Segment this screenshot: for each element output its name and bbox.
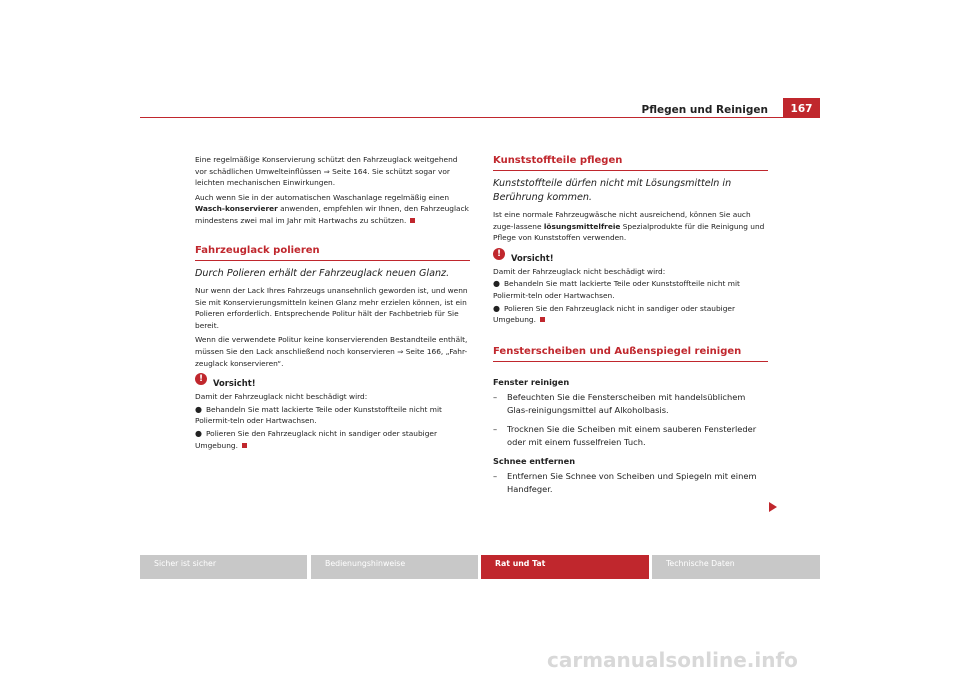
section-title-windows: Fensterscheiben und Außenspiegel reinigen: [493, 345, 768, 362]
footer-tab-advice[interactable]: Rat und Tat: [481, 555, 649, 579]
bullet-icon: ●: [493, 279, 500, 289]
subheading-snow: Schnee entfernen: [493, 455, 576, 466]
warning-intro: Damit der Fahrzeuglack nicht beschädigt wird:: [493, 266, 666, 276]
header-title: Pflegen und Reinigen: [641, 104, 768, 116]
warning-title: Vorsicht!: [511, 252, 554, 263]
end-mark-icon: [540, 317, 545, 322]
warning-bullet: ● Behandeln Sie matt lackierte Teile oder Kunststoffteile nicht mit Poliermit-teln oder Hartwachsen.: [493, 279, 740, 300]
left-para-3: Nur wenn der Lack Ihres Fahrzeugs unansehnlich geworden ist, und wenn Sie mit Konservierungsmitteln keinen Glanz mehr erzielen können, ist ein Polieren erforderlich. Entsprechende Politur hält der Fachbetrieb für Sie bereit.: [195, 286, 468, 330]
warning-title: Vorsicht!: [213, 378, 256, 389]
section-title-polish: Fahrzeuglack polieren: [195, 244, 470, 261]
warning-bullet: ● Polieren Sie den Fahrzeuglack nicht in sandiger oder staubiger Umgebung.: [493, 303, 736, 325]
step-item: – Befeuchten Sie die Fensterscheiben mit handelsüblichem Glas-reinigungsmittel auf Alkoholbasis.: [493, 391, 746, 415]
footer-tab-safety[interactable]: Sicher ist sicher: [140, 555, 307, 579]
section-subtitle-polish: Durch Polieren erhält der Fahrzeuglack neuen Glanz.: [195, 267, 450, 279]
bullet-icon: ●: [195, 404, 202, 414]
step-item: – Trocknen Sie die Scheiben mit einem sauberen Fensterleder oder mit einem fusselfreien Tuch.: [493, 423, 757, 447]
bullet-icon: ●: [195, 429, 202, 438]
left-para-1: Eine regelmäßige Konservierung schützt den Fahrzeuglack weitgehend vor schädlichen Umwelteinflüssen ⇒ Seite 164. Sie schützt sogar vor leichten mechanischen Einwirkungen.: [195, 155, 458, 188]
footer-tab-operation[interactable]: Bedienungshinweise: [311, 555, 478, 579]
step-item: – Entfernen Sie Schnee von Scheiben und Spiegeln mit einem Handfeger.: [493, 470, 757, 494]
warning-bullet: ● Polieren Sie den Fahrzeuglack nicht in sandiger oder staubiger Umgebung.: [195, 429, 438, 450]
header-rule: [140, 117, 820, 118]
warning-icon: !: [195, 373, 207, 385]
next-page-arrow-icon: [769, 502, 777, 512]
footer-tab-technical[interactable]: Technische Daten: [652, 555, 820, 579]
warning-heading: [493, 248, 768, 264]
warning-intro: Damit der Fahrzeuglack nicht beschädigt wird:: [195, 392, 368, 402]
section-subtitle-plastic: Kunststoffteile dürfen nicht mit Lösungsmitteln in Berührung kommen.: [493, 178, 732, 203]
left-para-4: Wenn die verwendete Politur keine konservierenden Bestandteile enthält, müssen Sie den Lack anschließend noch konservieren ⇒ Seite 166, „Fahr-zeuglack konservieren“.: [195, 335, 468, 368]
end-mark-icon: [242, 443, 247, 448]
warning-bullet: ● Behandeln Sie matt lackierte Teile oder Kunststoffteile nicht mit Poliermit-teln oder Hartwachsen.: [195, 404, 442, 426]
end-mark-icon: [410, 218, 415, 223]
warning-heading: [195, 374, 470, 389]
section-title-plastic: Kunststoffteile pflegen: [493, 154, 768, 171]
right-column: [493, 154, 768, 502]
left-column: [195, 154, 470, 454]
left-para-2: Auch wenn Sie in der automatischen Waschanlage regelmäßig einen Wasch-konservierer anwenden, empfehlen wir Ihnen, den Fahrzeuglack mindestens zwei mal im Jahr mit Hartwachs zu schützen.: [195, 192, 469, 225]
warning-icon: !: [493, 248, 505, 260]
bullet-icon: ●: [493, 303, 500, 313]
watermark: carmanualsonline.info: [547, 648, 798, 672]
subheading-window-cleaning: Fenster reinigen: [493, 376, 570, 387]
right-para-1: Ist eine normale Fahrzeugwäsche nicht ausreichend, können Sie auch zuge-lassene lösungsmittelfreie Spezialprodukte für die Reinigung und Pflege von Kunststoffen verwenden.: [493, 210, 765, 243]
page-number: 167: [783, 98, 820, 118]
